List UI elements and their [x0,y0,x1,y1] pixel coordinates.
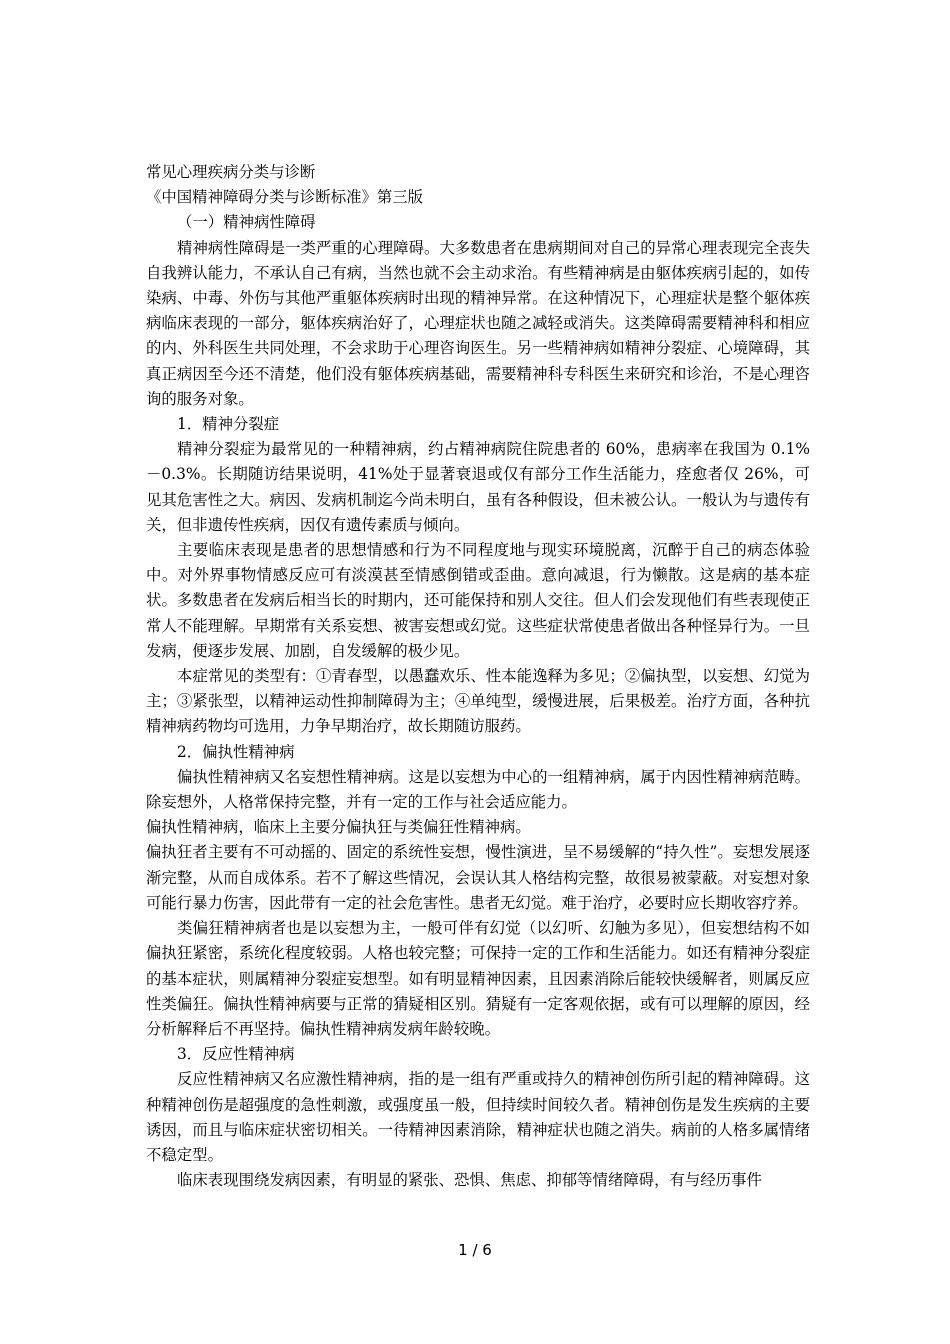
paragraph: 偏执性精神病，临床上主要分偏执狂与类偏狂性精神病。 [146,818,531,837]
paragraph: 本症常见的类型有：①青春型，以愚蠢欢乐、性本能逸释为多见；②偏执型，以妄想、幻觉为主；③紧张型，以精神运动性抑制障碍为主；④单纯型，缓慢进展，后果极差。治疗方面，各种抗精神病药物均可选用，力争早期治疗，故长期随访服药。 [146,667,810,736]
subsection-heading-schizophrenia: 1．精神分裂症 [177,415,280,434]
subsection-heading-reactive-psychosis: 3．反应性精神病 [177,1045,295,1064]
subsection-heading-paranoid-psychosis: 2．偏执性精神病 [177,742,295,761]
paragraph: 临床表现围绕发病因素，有明显的紧张、恐惧、焦虑、抑郁等情绪障碍，有与经历事件 [177,1171,762,1190]
paragraph: 偏执性精神病又名妄想性精神病。这是以妄想为中心的一组精神病，属于内因性精神病范畴。除妄想外，人格常保持完整，并有一定的工作与社会适应能力。 [146,767,810,812]
section-heading: （一）精神病性障碍 [177,213,316,232]
paragraph: 反应性精神病又名应激性精神病，指的是一组有严重或持久的精神创伤所引起的精神障碍。这种精神创伤是超强度的急性刺激，或强度虽一般，但持续时间较久者。精神创伤是发生疾病的主要诱因，而且与临床症状密切相关。一待精神因素消除，精神症状也随之消失。病前的人格多属情绪不稳定型。 [146,1070,810,1164]
document-subtitle: 《中国精神障碍分类与诊断标准》第三版 [146,188,424,207]
paragraph: 偏执狂者主要有不可动摇的、固定的系统性妄想，慢性演进，呈不易缓解的“持久性”。妄想发展逐渐完整，从而自成体系。若不了解这些情况，会误认其人格结构完整，故很易被蒙蔽。对妄想对象可能行暴力伤害，因此带有一定的社会危害性。患者无幻觉。难于治疗，必要时应长期收容疗养。 [146,843,810,912]
page-number: 1 / 6 [458,1241,492,1259]
document-title: 常见心理疾病分类与诊断 [146,163,316,181]
paragraph: 类偏狂精神病者也是以妄想为主，一般可伴有幻觉（以幻听、幻触为多见），但妄想结构不如偏执狂紧密，系统化程度较弱。人格也较完整；可保持一定的工作和生活能力。如还有精神分裂症的基本症状，则属精神分裂症妄想型。如有明显精神因素，且因素消除后能较快缓解者，则属反应性类偏狂。偏执性精神病要与正常的猜疑相区别。猜疑有一定客观依据，或有可以理解的原因，经分析解释后不再坚持。偏执性精神病发病年龄较晚。 [146,919,810,1038]
paragraph: 精神分裂症为最常见的一种精神病，约占精神病院住院患者的 60%，患病率在我国为 0.1%－0.3%。长期随访结果说明，41%处于显著衰退或仅有部分工作生活能力，痊愈者仅 26%，可见其危害性之大。病因、发病机制迄今尚未明白，虽有各种假设，但未被公认。一般认为与遗传有关，但非遗传性疾病，因仅有遗传素质与倾向。 [146,440,810,534]
paragraph: 主要临床表现是患者的思想情感和行为不同程度地与现实环境脱离，沉醉于自己的病态体验中。对外界事物情感反应可有淡漠甚至情感倒错或歪曲。意向减退，行为懒散。这是病的基本症状。多数患者在发病后相当长的时期内，还可能保持和别人交往。但人们会发现他们有些表现使正常人不能理解。早期常有关系妄想、被害妄想或幻觉。这些症状常使患者做出各种怪异行为。一旦发病，便逐步发展、加剧，自发缓解的极少见。 [146,541,810,660]
paragraph: 精神病性障碍是一类严重的心理障碍。大多数患者在患病期间对自己的异常心理表现完全丧失自我辨认能力，不承认自己有病，当然也就不会主动求治。有些精神病是由躯体疾病引起的，如传染病、中毒、外伤与其他严重躯体疾病时出现的精神异常。在这种情况下，心理症状是整个躯体疾病临床表现的一部分，躯体疾病治好了，心理症状也随之减轻或消失。这类障碍需要精神科和相应的内、外科医生共同处理，不会求助于心理咨询医生。另一些精神病如精神分裂症、心境障碍，其真正病因至今还不清楚，他们没有躯体疾病基础，需要精神科专科医生来研究和诊治，不是心理咨询的服务对象。 [146,238,810,408]
document-body [146,160,810,1193]
